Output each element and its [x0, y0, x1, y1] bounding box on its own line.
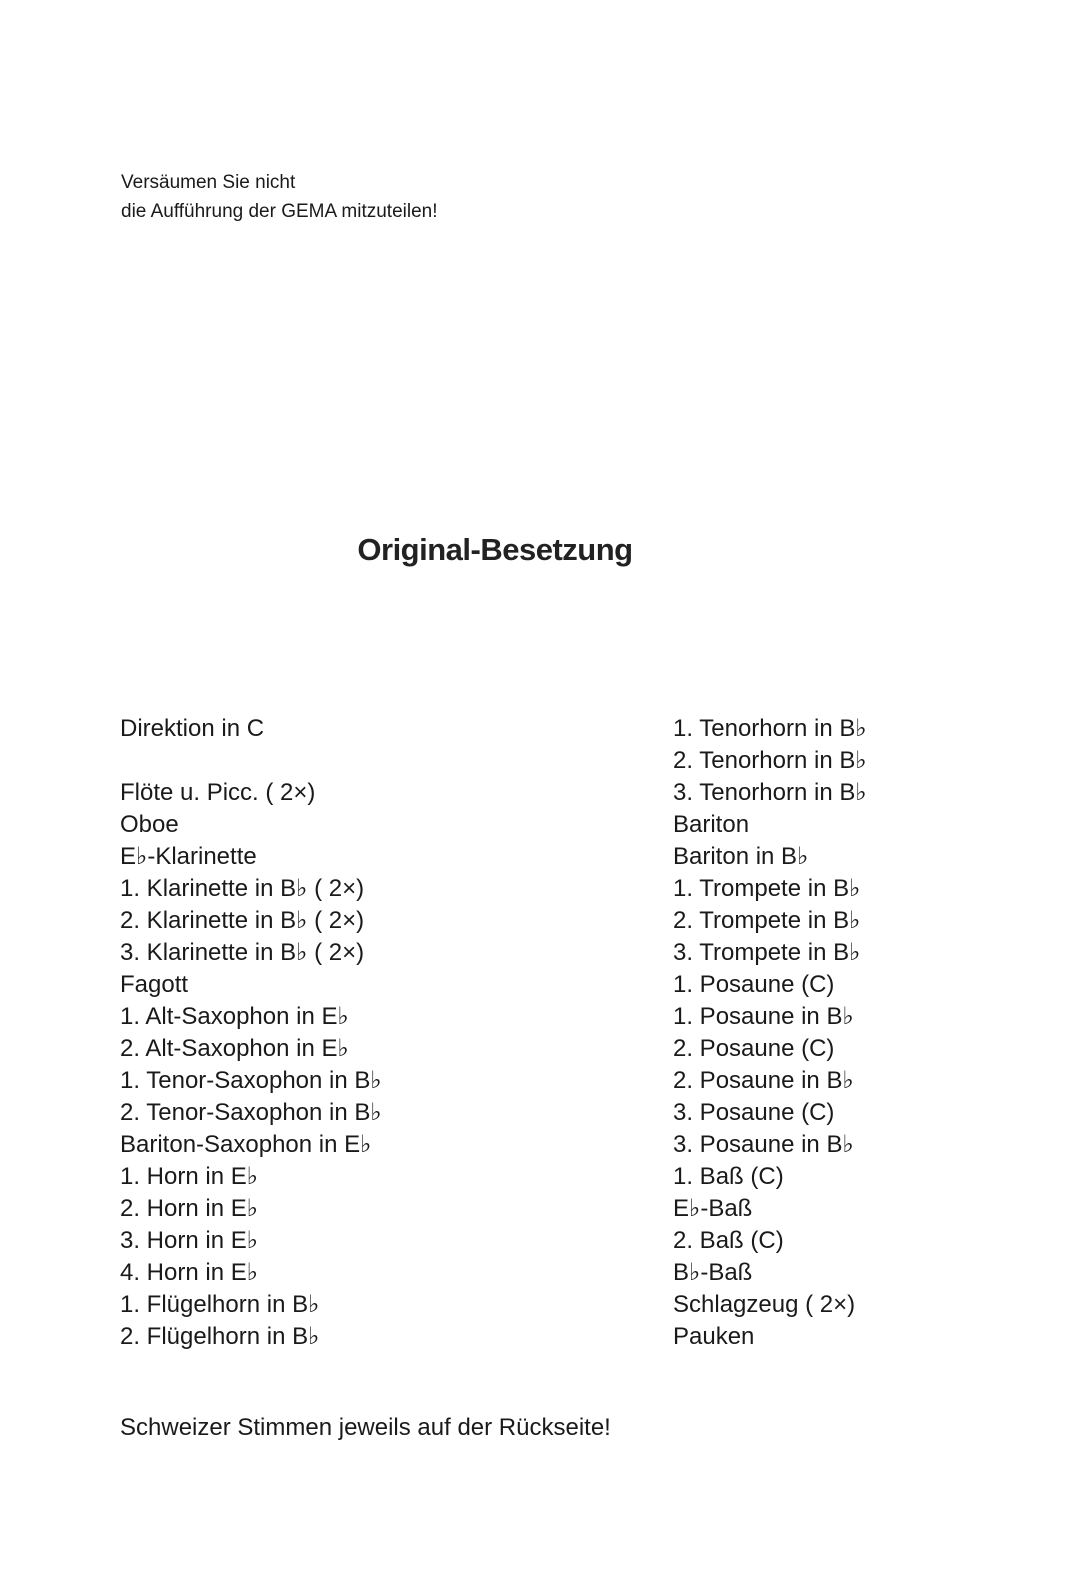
instrument-item: Bariton in B♭ — [673, 843, 809, 870]
instrument-item: Pauken — [673, 1323, 755, 1350]
instrument-item: 1. Alt-Saxophon in E♭ — [120, 1003, 349, 1030]
instrument-item: E♭-Klarinette — [120, 843, 257, 870]
footer-note: Schweizer Stimmen jeweils auf der Rückseite! — [120, 1414, 611, 1441]
instrument-item: 3. Trompete in B♭ — [673, 939, 861, 966]
instrument-list-right — [673, 713, 867, 1353]
gema-notice-line-1: Versäumen Sie nicht — [121, 172, 296, 193]
instrument-item: Schlagzeug ( 2×) — [673, 1291, 856, 1318]
instrument-item: 1. Klarinette in B♭ ( 2×) — [120, 875, 365, 902]
instrument-item: 2. Tenorhorn in B♭ — [673, 747, 867, 774]
instrument-list-left — [120, 713, 382, 1353]
instrument-item: 1. Tenor-Saxophon in B♭ — [120, 1067, 382, 1094]
instrument-item: Fagott — [120, 971, 189, 998]
instrument-item: 2. Tenor-Saxophon in B♭ — [120, 1099, 382, 1126]
gema-notice-line-2: die Aufführung der GEMA mitzuteilen! — [121, 201, 438, 222]
instrument-item: 4. Horn in E♭ — [120, 1259, 259, 1286]
instrument-item: Bariton — [673, 811, 750, 838]
instrument-item: Bariton-Saxophon in E♭ — [120, 1131, 372, 1158]
instrument-item: 1. Trompete in B♭ — [673, 875, 861, 902]
instrument-item: 3. Tenorhorn in B♭ — [673, 779, 867, 806]
instrument-item: 2. Horn in E♭ — [120, 1195, 259, 1222]
instrument-item: Direktion in C — [120, 715, 265, 742]
instrument-item: 2. Flügelhorn in B♭ — [120, 1323, 320, 1350]
instrument-item: Flöte u. Picc. ( 2×) — [120, 779, 316, 806]
instrument-item: 3. Horn in E♭ — [120, 1227, 259, 1254]
instrument-item: 3. Posaune (C) — [673, 1099, 835, 1126]
instrument-item: B♭-Baß — [673, 1259, 753, 1286]
instrument-item: 2. Posaune (C) — [673, 1035, 835, 1062]
instrument-item: 2. Trompete in B♭ — [673, 907, 861, 934]
instrument-item: E♭-Baß — [673, 1195, 753, 1222]
instrument-item: 1. Posaune in B♭ — [673, 1003, 854, 1030]
instrument-item: 1. Baß (C) — [673, 1163, 784, 1190]
instrument-item: 1. Posaune (C) — [673, 971, 835, 998]
instrument-item: 2. Baß (C) — [673, 1227, 784, 1254]
instrument-item: 2. Klarinette in B♭ ( 2×) — [120, 907, 365, 934]
instrument-item: Oboe — [120, 811, 179, 838]
page-title: Original-Besetzung — [357, 532, 633, 567]
instrument-item: 3. Klarinette in B♭ ( 2×) — [120, 939, 365, 966]
instrument-item: 2. Posaune in B♭ — [673, 1067, 854, 1094]
instrument-item: 1. Tenorhorn in B♭ — [673, 715, 867, 742]
instrument-item: 1. Flügelhorn in B♭ — [120, 1291, 320, 1318]
instrument-item: 1. Horn in E♭ — [120, 1163, 259, 1190]
instrument-item: 2. Alt-Saxophon in E♭ — [120, 1035, 349, 1062]
gema-notice — [121, 168, 438, 226]
list-spacer — [120, 745, 382, 777]
instrument-item: 3. Posaune in B♭ — [673, 1131, 854, 1158]
